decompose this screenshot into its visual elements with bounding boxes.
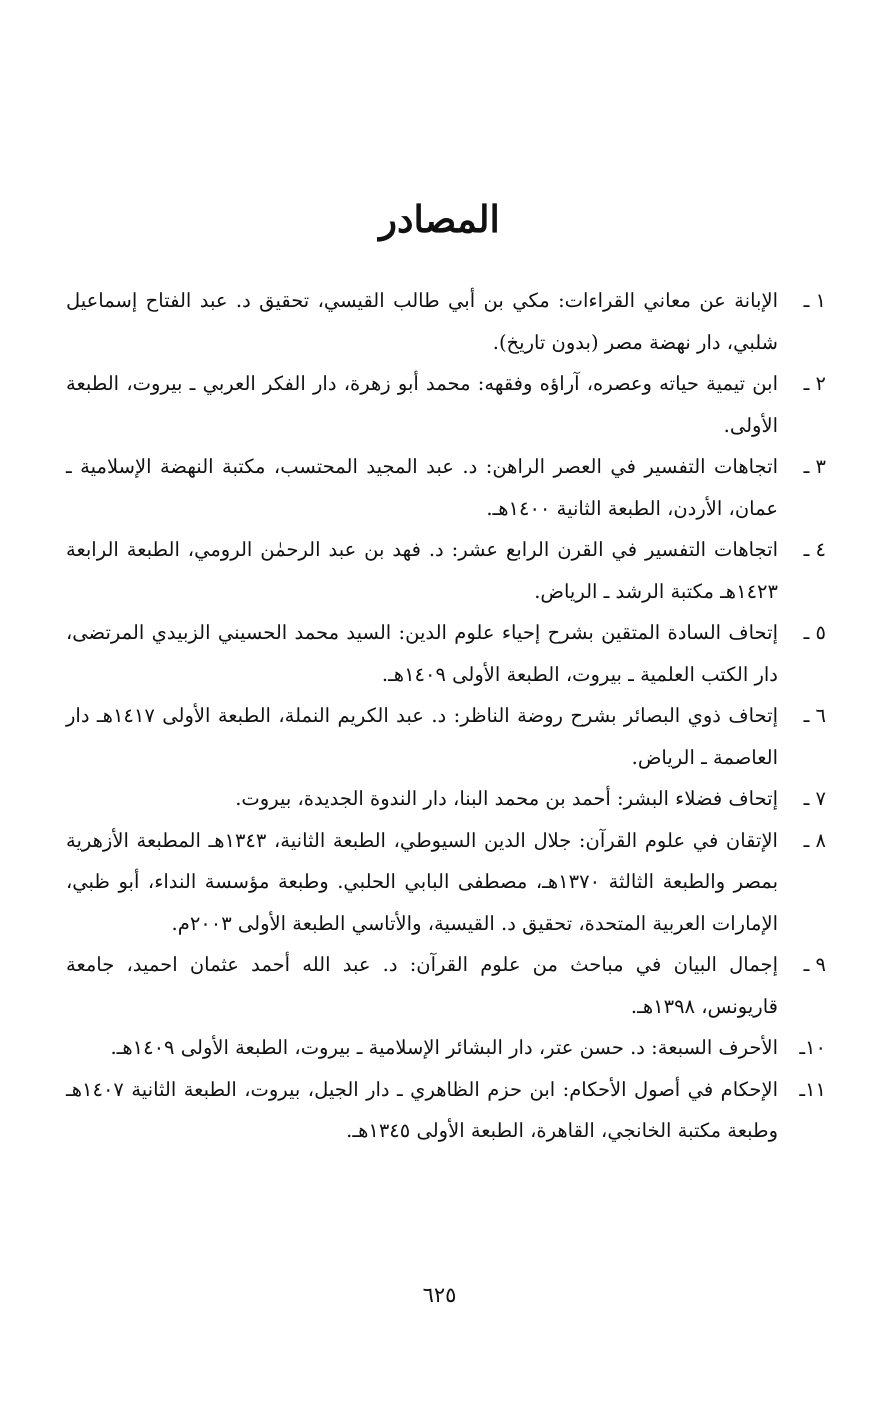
reference-item	[66, 612, 826, 695]
reference-text: الإبانة عن معاني القراءات: مكي بن أبي طالب القيسي، تحقيق د. عبد الفتاح إسماعيل شلبي، دار نهضة مصر (بدون تاريخ).	[66, 289, 778, 354]
reference-number: ٧ ـ	[803, 787, 826, 810]
reference-text: إتحاف فضلاء البشر: أحمد بن محمد البنا، دار الندوة الجديدة، بيروت.	[235, 787, 778, 810]
reference-text: الإحكام في أصول الأحكام: ابن حزم الظاهري ـ دار الجيل، بيروت، الطبعة الثانية ١٤٠٧هـ وطبعة مكتبة الخانجي، القاهرة، الطبعة الأولى ١٣٤٥هـ.	[66, 1077, 778, 1142]
reference-item	[66, 529, 826, 612]
reference-item	[66, 280, 826, 363]
reference-number: ٨ ـ	[803, 828, 826, 852]
reference-text: الإتقان في علوم القرآن: جلال الدين السيوطي، الطبعة الثانية، ١٣٤٣هـ المطبعة الأزهرية بمصر والطبعة الثالثة ١٣٧٠هـ، مصطفى البابي الحلبي. وطبعة مؤسسة النداء، أبو ظبي، الإمارات العربية المتحدة، تحقيق د. القيسية، والأتاسي الطبعة الأولى ٢٠٠٣م.	[66, 828, 778, 935]
reference-text: ابن تيمية حياته وعصره، آراؤه وفقهه: محمد أبو زهرة، دار الفكر العربي ـ بيروت، الطبعة الأولى.	[66, 372, 778, 437]
reference-item	[66, 363, 826, 446]
reference-text: إجمال البيان في مباحث من علوم القرآن: د. عبد الله أحمد عثمان احميد، جامعة قاريونس، ١٣٩٨هـ.	[66, 953, 778, 1018]
reference-text: اتجاهات التفسير في العصر الراهن: د. عبد المجيد المحتسب، مكتبة النهضة الإسلامية ـ عمان، الأردن، الطبعة الثانية ١٤٠٠هـ.	[66, 455, 778, 520]
reference-item	[66, 446, 826, 529]
reference-item	[66, 1069, 826, 1152]
reference-item	[66, 695, 826, 778]
references-list	[66, 280, 826, 1152]
reference-text: الأحرف السبعة: د. حسن عتر، دار البشائر الإسلامية ـ بيروت، الطبعة الأولى ١٤٠٩هـ.	[110, 1036, 778, 1059]
reference-item	[66, 778, 826, 820]
page-number: ٦٢٥	[422, 1283, 457, 1307]
reference-text: إتحاف ذوي البصائر بشرح روضة الناظر: د. عبد الكريم النملة، الطبعة الأولى ١٤١٧هـ دار العاصمة ـ الرياض.	[66, 704, 778, 769]
reference-number: ٢ ـ	[803, 372, 826, 395]
reference-number: ٦ ـ	[803, 704, 826, 727]
reference-number: ٥ ـ	[803, 621, 826, 644]
page-title: المصادر	[379, 197, 500, 241]
reference-item	[66, 1027, 826, 1069]
reference-number: ٩ ـ	[803, 953, 826, 976]
reference-number: ١٠ـ	[799, 1036, 826, 1059]
reference-text: إتحاف السادة المتقين بشرح إحياء علوم الدين: السيد محمد الحسيني الزبيدي المرتضى، دار الكتب العلمية ـ بيروت، الطبعة الأولى ١٤٠٩هـ.	[66, 621, 778, 686]
reference-item	[66, 820, 826, 945]
reference-number: ٣ ـ	[803, 455, 826, 478]
reference-number: ١ ـ	[803, 289, 826, 312]
reference-item	[66, 944, 826, 1027]
reference-number: ١١ـ	[799, 1077, 826, 1101]
reference-text: اتجاهات التفسير في القرن الرابع عشر: د. فهد بن عبد الرحمٰن الرومي، الطبعة الرابعة ١٤٢٣هـ مكتبة الرشد ـ الرياض.	[66, 538, 778, 603]
reference-number: ٤ ـ	[803, 538, 826, 561]
